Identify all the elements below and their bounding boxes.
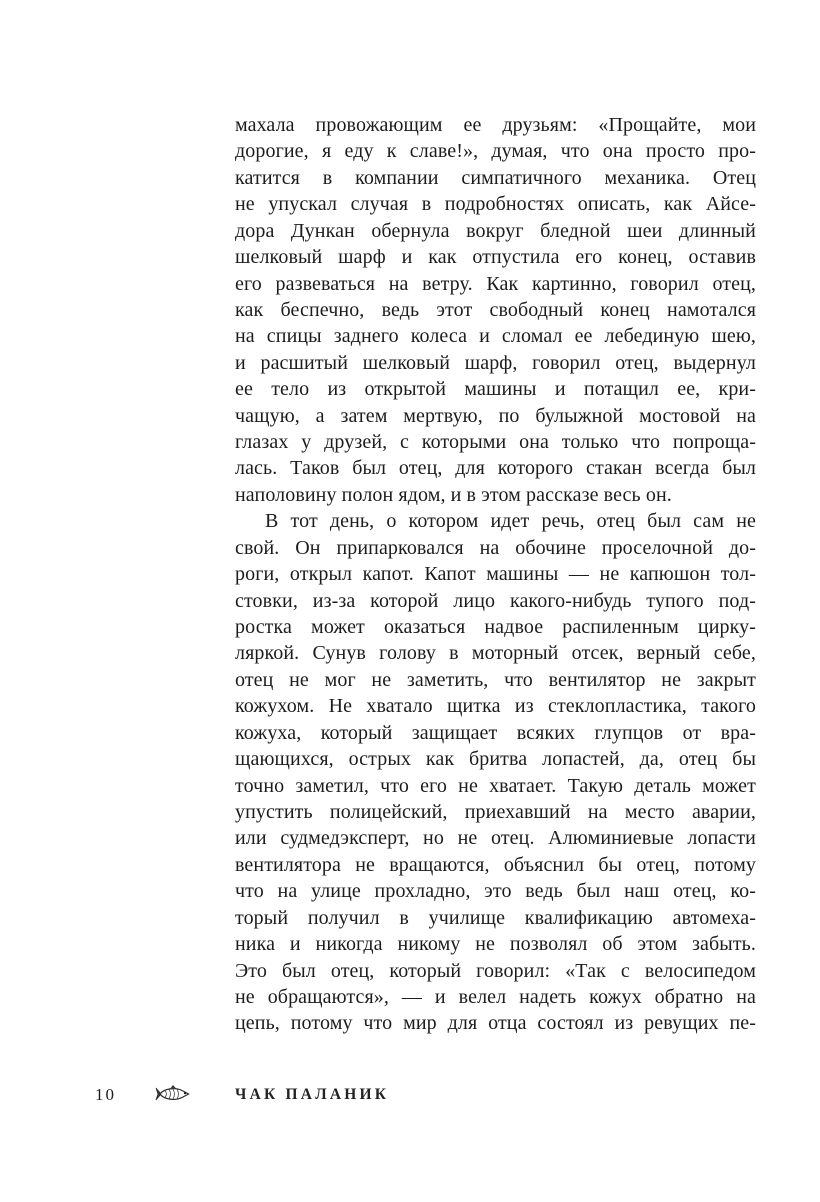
text-line: лась. Таков был отец, для которого стакан всегда был: [235, 457, 756, 480]
page-footer: [0, 1083, 820, 1113]
text-line: и расшитый шелковый шарф, говорил отец, выдернул: [235, 351, 756, 374]
text-block: [235, 112, 756, 1037]
text-line: вентилятора не вращаются, объяснил бы отец, потому: [235, 853, 756, 876]
text-line: щающихся, острых как бритва лопастей, да, отец бы: [235, 748, 756, 771]
text-line: точно заметил, что его не хватает. Такую деталь может: [235, 774, 756, 797]
text-line: шелковый шарф и как отпустила его конец, оставив: [235, 246, 756, 269]
text-line: кожуха, который защищает всяких глупцов от вра-: [235, 721, 756, 744]
text-line: на спицы заднего колеса и сломал ее лебединую шею,: [235, 325, 756, 348]
text-line: упустить полицейский, приехавший на место аварии,: [235, 800, 756, 823]
running-title: ЧАК ПАЛАНИК: [235, 1086, 390, 1103]
text-line: свой. Он припарковался на обочине проселочной до-: [235, 536, 756, 559]
text-line: как беспечно, ведь этот свободный конец намотался: [235, 298, 756, 321]
fish-ornament-icon: [155, 1084, 195, 1106]
text-line: катится в компании симпатичного механика. Отец: [235, 166, 756, 189]
text-line: кожухом. Не хватало щитка из стеклопластика, такого: [235, 695, 756, 718]
page-number: 10: [95, 1085, 116, 1104]
text-line: отец не мог не заметить, что вентилятор не закрыт: [235, 668, 756, 691]
text-line: или судмедэксперт, но не отец. Алюминиевые лопасти: [235, 827, 756, 850]
text-line: не упускал случая в подробностях описать, как Айсе-: [235, 193, 756, 216]
text-line: его развеваться на ветру. Как картинно, говорил отец,: [235, 272, 756, 295]
text-line: В тот день, о котором идет речь, отец был сам не: [265, 510, 756, 533]
text-line: наполовину полон ядом, и в этом рассказе весь он.: [235, 483, 672, 506]
text-line: торый получил в училище квалификацию автомеха-: [235, 906, 756, 929]
text-line: ее тело из открытой машины и потащил ее, кри-: [235, 378, 756, 401]
text-line: дора Дункан обернула вокруг бледной шеи длинный: [235, 219, 756, 242]
text-line: Это был отец, который говорил: «Так с велосипедом: [235, 959, 756, 982]
text-line: ника и никогда никому не позволял об этом забыть.: [235, 933, 756, 956]
text-line: стовки, из-за которой лицо какого-нибудь тупого под-: [235, 589, 756, 612]
text-line: что на улице прохладно, это ведь был наш отец, ко-: [235, 880, 756, 903]
text-line: чащую, а затем мертвую, по булыжной мостовой на: [235, 404, 756, 427]
text-line: дорогие, я еду к славе!», думая, что она просто про-: [235, 140, 756, 163]
text-line: ляркой. Сунув голову в моторный отсек, верный себе,: [235, 642, 756, 665]
text-line: ростка может оказаться надвое распиленным цирку-: [235, 616, 756, 639]
text-line: роги, открыл капот. Капот машины — не капюшон тол-: [235, 563, 756, 586]
text-line: махала провожающим ее друзьям: «Прощайте, мои: [235, 114, 756, 136]
text-line: не обращаются», — и велел надеть кожух обратно на: [235, 985, 756, 1008]
text-line: глазах у друзей, с которыми она только что попроща-: [235, 431, 756, 454]
text-line: цепь, потому что мир для отца состоял из ревущих пе-: [235, 1012, 756, 1035]
